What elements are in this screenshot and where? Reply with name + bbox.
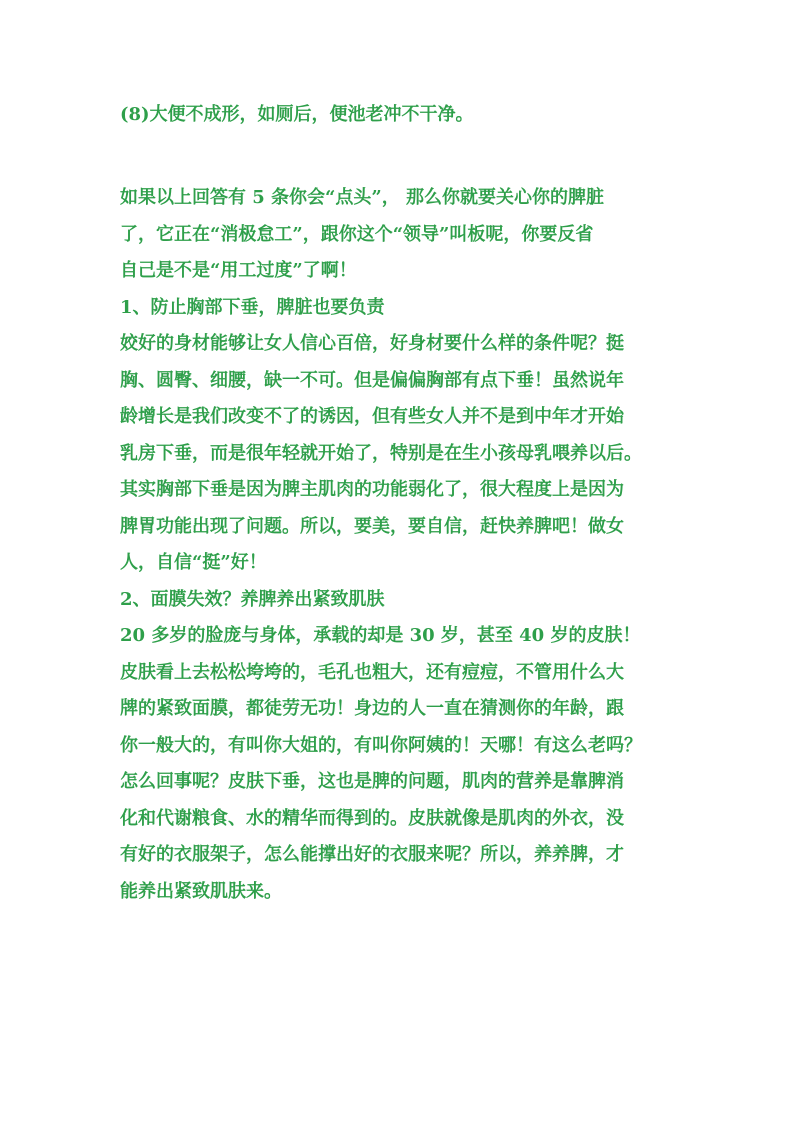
text-block-1: [120, 97, 680, 134]
text-line: 自己是不是“用工过度”了啊！: [120, 260, 357, 281]
text-line: 脾胃功能出现了问题。所以，要美，要自信，赶快养脾吧！做女: [120, 515, 624, 537]
text-line: 化和代谢粮食、水的精华而得到的。皮肤就像是肌肉的外衣，没: [120, 807, 624, 829]
text-line: 牌的紧致面膜，都徒劳无功！身边的人一直在猜测你的年龄，跟: [120, 698, 624, 719]
text-line: 胸、圆臀、细腰，缺一不可。但是偏偏胸部有点下垂！虽然说年: [120, 369, 624, 391]
text-line: 你一般大的，有叫你大姐的，有叫你阿姨的！天哪！有这么老吗？: [120, 734, 642, 756]
text-line: 其实胸部下垂是因为脾主肌肉的功能弱化了，很大程度上是因为: [120, 479, 624, 500]
text-line: 如果以上回答有 5 条你会“点头”， 那么你就要关心你的脾脏: [120, 187, 605, 208]
text-line: 怎么回事呢？皮肤下垂，这也是脾的问题，肌肉的营养是靠脾消: [120, 771, 624, 792]
text-line: 20 多岁的脸庞与身体，承载的却是 30 岁，甚至 40 岁的皮肤！: [120, 625, 641, 646]
section-heading-2: 2、面膜失效？养脾养出紧致肌肤: [120, 588, 385, 610]
text-line: 人，自信“挺”好！: [120, 552, 267, 573]
text-line: 皮肤看上去松松垮垮的，毛孔也粗大，还有痘痘，不管用什么大: [120, 661, 624, 683]
text-line: 能养出紧致肌肤来。: [120, 880, 282, 902]
text-line: 有好的衣服架子，怎么能撑出好的衣服来呢？所以，养养脾，才: [120, 844, 624, 865]
text-line: 龄增长是我们改变不了的诱因，但有些女人并不是到中年才开始: [120, 406, 624, 427]
text-line: 乳房下垂，而是很年轻就开始了，特别是在生小孩母乳喂养以后。: [120, 442, 642, 464]
section-heading-1: 1、防止胸部下垂，脾脏也要负责: [120, 296, 385, 318]
text-line: 姣好的身材能够让女人信心百倍，好身材要什么样的条件呢？挺: [120, 333, 624, 354]
text-block-2: [120, 180, 680, 910]
text-line: 了，它正在“消极怠工”，跟你这个“领导”叫板呢，你要反省: [120, 223, 594, 245]
text-line: (8)大便不成形，如厕后，便池老冲不干净。: [120, 104, 474, 125]
